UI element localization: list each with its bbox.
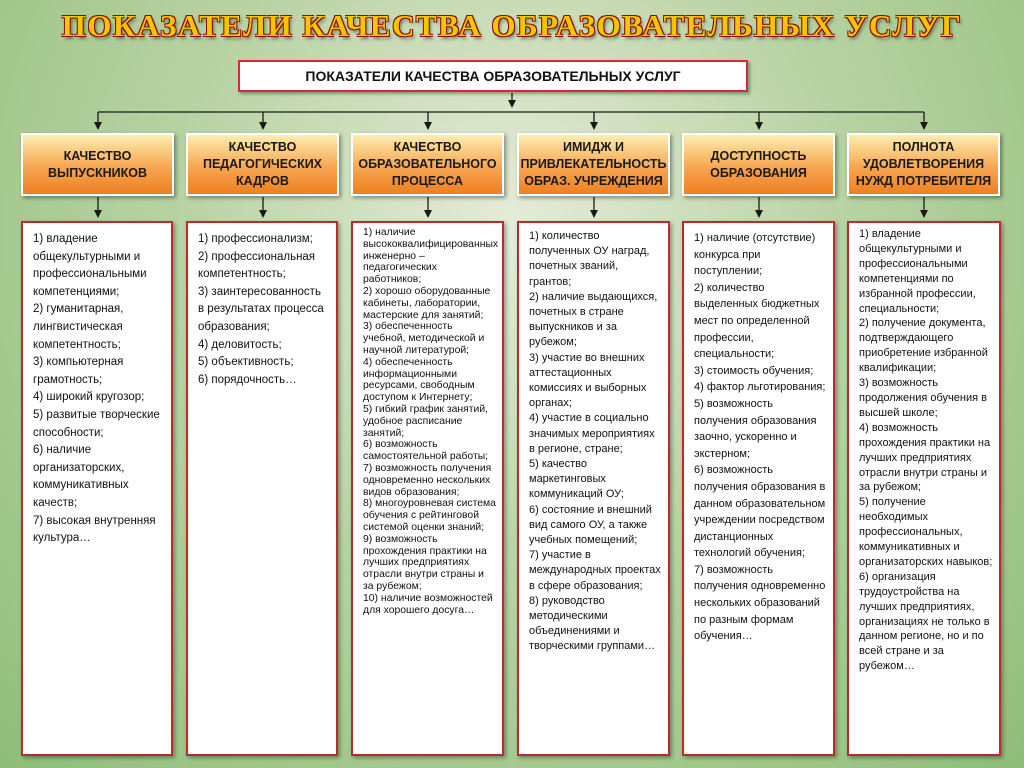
category-label: ИМИДЖ И ПРИВЛЕКАТЕЛЬНОСТЬ ОБРАЗ. УЧРЕЖДЕНИЯ [520, 140, 667, 188]
list-item: 8) руководство методическими объединениями и творческими группами… [529, 594, 656, 653]
list-item: 5) качество маркетинговых коммуникаций ОУ; [529, 458, 624, 501]
list-item: 4) деловитость; [198, 338, 282, 351]
list-item: 1) профессионализм; [198, 233, 313, 245]
list-item: 7) высокая внутренняя культура… [33, 514, 156, 545]
indicator-list-accessibility [682, 221, 835, 756]
list-item: 4) широкий кругозор; [33, 391, 145, 404]
category-label: КАЧЕСТВО ОБРАЗОВАТЕЛЬНОГО ПРОЦЕССА [358, 140, 497, 188]
list-item: 8) многоуровневая система обучения с рейтинговой системой оценки знаний; [363, 498, 496, 533]
list-item: 5) возможность получения образования заочно, ускоренно и экстерном; [694, 397, 817, 460]
category-box-educational-process [351, 133, 504, 196]
category-box-consumer-needs [847, 133, 1000, 196]
list-item: 10) наличие возможностей для хорошего досуга… [363, 592, 493, 616]
list-item: 3) участие во внешних аттестационных комиссиях и выборных органах; [529, 351, 647, 410]
list-item: 3) возможность продолжения обучения в высшей школе; [859, 377, 987, 419]
list-item: 6) порядочность… [198, 373, 297, 386]
list-item: 4) участие в социально значимых мероприятиях в регионе, стране; [529, 412, 655, 455]
list-item: 7) возможность получения одновременно нескольких образований по разным формам обучения… [694, 563, 826, 643]
category-box-image [517, 133, 670, 196]
indicator-list-graduates [21, 221, 173, 756]
root-indicator-label: ПОКАЗАТЕЛИ КАЧЕСТВА ОБРАЗОВАТЕЛЬНЫХ УСЛУГ [305, 68, 681, 84]
list-item: 3) заинтересованность в результатах процесса образования; [198, 285, 324, 333]
category-label: ДОСТУПНОСТЬ ОБРАЗОВАНИЯ [710, 148, 807, 180]
list-item: 7) возможность получения одновременно нескольких видов образования; [363, 462, 492, 498]
list-item: 3) обеспеченность учебной, методической и научной литературой; [363, 321, 485, 356]
list-item: 6) состояние и внешний вид самого ОУ, а также учебных помещений; [529, 503, 652, 547]
indicator-list-educational-process [351, 221, 504, 756]
list-item: 3) стоимость обучения; [694, 364, 814, 377]
list-item: 5) объективность; [198, 356, 294, 369]
category-box-teaching-staff [186, 133, 339, 196]
list-item: 2) хорошо оборудованные кабинеты, лаборатории, мастерские для занятий; [363, 285, 491, 321]
list-item: 2) получение документа, подтверждающего приобретение избранной квалификации; [859, 317, 988, 375]
list-item: 9) возможность прохождения практики на лучших предприятиях отрасли внутри страны и за рубежом; [363, 533, 487, 592]
list-item: 2) наличие выдающихся, почетных в стране выпускников и за рубежом; [529, 290, 658, 349]
category-label: КАЧЕСТВО ВЫПУСКНИКОВ [47, 148, 148, 180]
list-item: 1) владение общекультурными и профессиональными компетенциями; [33, 233, 147, 298]
category-box-accessibility [682, 133, 835, 196]
list-item: 5) получение необходимых профессиональных, коммуникативных и организаторских навыков; [859, 496, 993, 568]
indicator-list-consumer-needs [847, 221, 1001, 756]
list-item: 7) участие в международных проектах в сфере образования; [529, 549, 661, 592]
page-title: ПОКАЗАТЕЛИ КАЧЕСТВА ОБРАЗОВАТЕЛЬНЫХ УСЛУГ [61, 8, 963, 43]
list-item: 3) компьютерная грамотность; [33, 356, 124, 386]
list-item: 6) возможность получения образования в данном образовательном учреждении посредством дистанционных технологий обучения; [694, 464, 826, 560]
list-item: 1) владение общекультурными и профессиональными компетенциями по избранной профессии, специальности; [859, 228, 976, 315]
list-item: 2) профессиональная компетентность; [198, 250, 316, 281]
indicator-list-image [517, 221, 670, 756]
list-item: 6) организация трудоустройства на лучших предприятиях, организациях не только в данном регионе, но и по всей стране и за рубежом… [859, 570, 990, 673]
list-item: 1) наличие (отсутствие) конкурса при поступлении; [694, 232, 816, 278]
list-item: 6) наличие организаторских, коммуникативных качеств; [33, 444, 129, 509]
list-item: 1) наличие высококвалифицированных инженерно – педагогических работников; [363, 227, 499, 286]
category-label: КАЧЕСТВО ПЕДАГОГИЧЕСКИХ КАДРОВ [202, 140, 323, 188]
indicator-list-teaching-staff [186, 221, 338, 756]
list-item: 5) развитые творческие способности; [33, 408, 160, 439]
list-item: 4) обеспеченность информационными ресурсами, свободным доступом к Интернету; [363, 356, 475, 404]
list-item: 2) количество выделенных бюджетных мест по определенной профессии, специальности; [694, 281, 820, 361]
list-item: 4) возможность прохождения практики на лучших предприятиях отрасли внутри страны и за рубежом; [859, 421, 991, 494]
list-item: 5) гибкий график занятий, удобное расписание занятий; [363, 403, 489, 439]
category-label: ПОЛНОТА УДОВЛЕТВОРЕНИЯ НУЖД ПОТРЕБИТЕЛЯ [855, 140, 992, 188]
list-item: 2) гуманитарная, лингвистическая компетентность; [33, 303, 124, 351]
list-item: 6) возможность самостоятельной работы; [363, 439, 489, 463]
category-box-graduates [21, 133, 174, 196]
list-item: 4) фактор льготирования; [694, 381, 826, 394]
list-item: 1) количество полученных ОУ наград, почетных званий, грантов; [529, 230, 650, 288]
